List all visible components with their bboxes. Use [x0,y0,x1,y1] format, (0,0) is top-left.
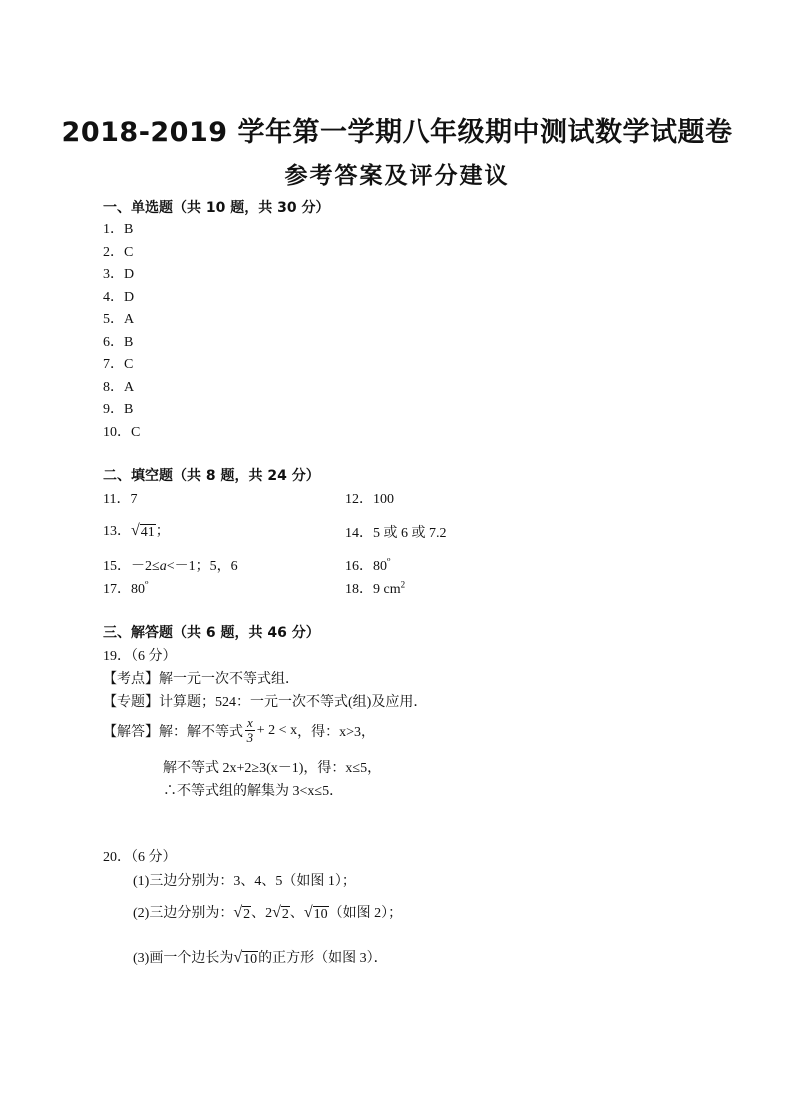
answer-item: 9．B [103,402,134,417]
answer-item: 8．A [103,380,135,395]
q20-part1: (1)三边分别为：3、4、5（如图 1）； [133,874,356,889]
answer-item-18 [345,578,405,598]
answer-item: 2．C [103,245,134,260]
page-subtitle: 参考答案及评分建议 [284,163,510,189]
jieda-prefix: 【解答】解：解不等式 [103,724,243,740]
answer-13-suffix: ； [155,524,170,539]
q20-part3: (3)画一个边长为 √ 10 的正方形（如图 3）． [133,949,388,968]
degree-symbol: º [387,556,391,568]
radicand: 41 [140,525,155,541]
answer-16-value: 16．80 [345,559,387,574]
superscript-2: 2 [400,579,406,590]
section-heading-single-choice: 一、单选题（共 10 题，共 30 分） [103,200,330,216]
answer-item-15 [103,555,238,575]
section-heading-fill-blank: 二、填空题（共 8 题，共 24 分） [103,468,320,484]
answer-item: 5．A [103,312,135,327]
answer-item-16 [345,555,390,575]
sqrt-symbol: √ 41 [131,522,155,541]
q19-jieda [103,716,375,745]
answer-15-part1: 15．－2≤ [103,559,160,574]
answer-item: 1．B [103,222,134,237]
q19-kaodian: 【考点】解一元一次不等式组． [103,672,299,687]
fraction-x-over-3: $\frac{x}{3}$ [246,715,254,745]
sqrt-symbol: √ 10 [303,904,328,923]
q20-heading: 20．（6 分） [103,850,177,865]
q19-step2: 解不等式 2x+2≥3(x－1)，得：x≤5， [163,761,382,776]
answer-item-11: 11．7 [103,492,138,507]
section-heading-solution: 三、解答题（共 6 题，共 46 分） [103,625,320,641]
answer-15-part2: <－1；5，6 [166,559,238,574]
answer-18-value: 18．9 cm [345,582,401,597]
answer-item: 4．D [103,290,135,305]
jieda-tail: ，得：x>3， [297,724,375,740]
answer-13-label: 13． [103,524,131,539]
sqrt-symbol: √ 10 [233,949,258,968]
degree-symbol: º [145,579,149,591]
answer-item-13 [103,520,170,540]
answer-item-12: 12．100 [345,492,394,507]
answer-item: 3．D [103,267,135,282]
sqrt-symbol: √ 2 [272,904,289,923]
sqrt-symbol: √ 2 [233,904,251,923]
answer-item-14: 14．5 或 6 或 7.2 [345,526,447,541]
q19-step3: ∴不等式组的解集为 3<x≤5． [163,784,344,799]
q19-heading: 19．（6 分） [103,649,177,664]
inequality-expr: + 2 < x [256,722,298,738]
variable-a: a [159,559,167,574]
q19-zhuanti: 【专题】计算题；524：一元一次不等式(组)及应用． [103,695,428,710]
answer-item: 10．C [103,425,141,440]
page-title: 2018-2019 学年第一学期八年级期中测试数学试题卷 [61,117,733,148]
answer-17-value: 17．80 [103,582,145,597]
answer-item: 6．B [103,335,134,350]
answer-item-17 [103,578,148,598]
q20-part2: (2)三边分别为： √ 2 、2 √ 2 、 √ 10 （如图 2）； [133,904,403,923]
answer-item: 7．C [103,357,134,372]
